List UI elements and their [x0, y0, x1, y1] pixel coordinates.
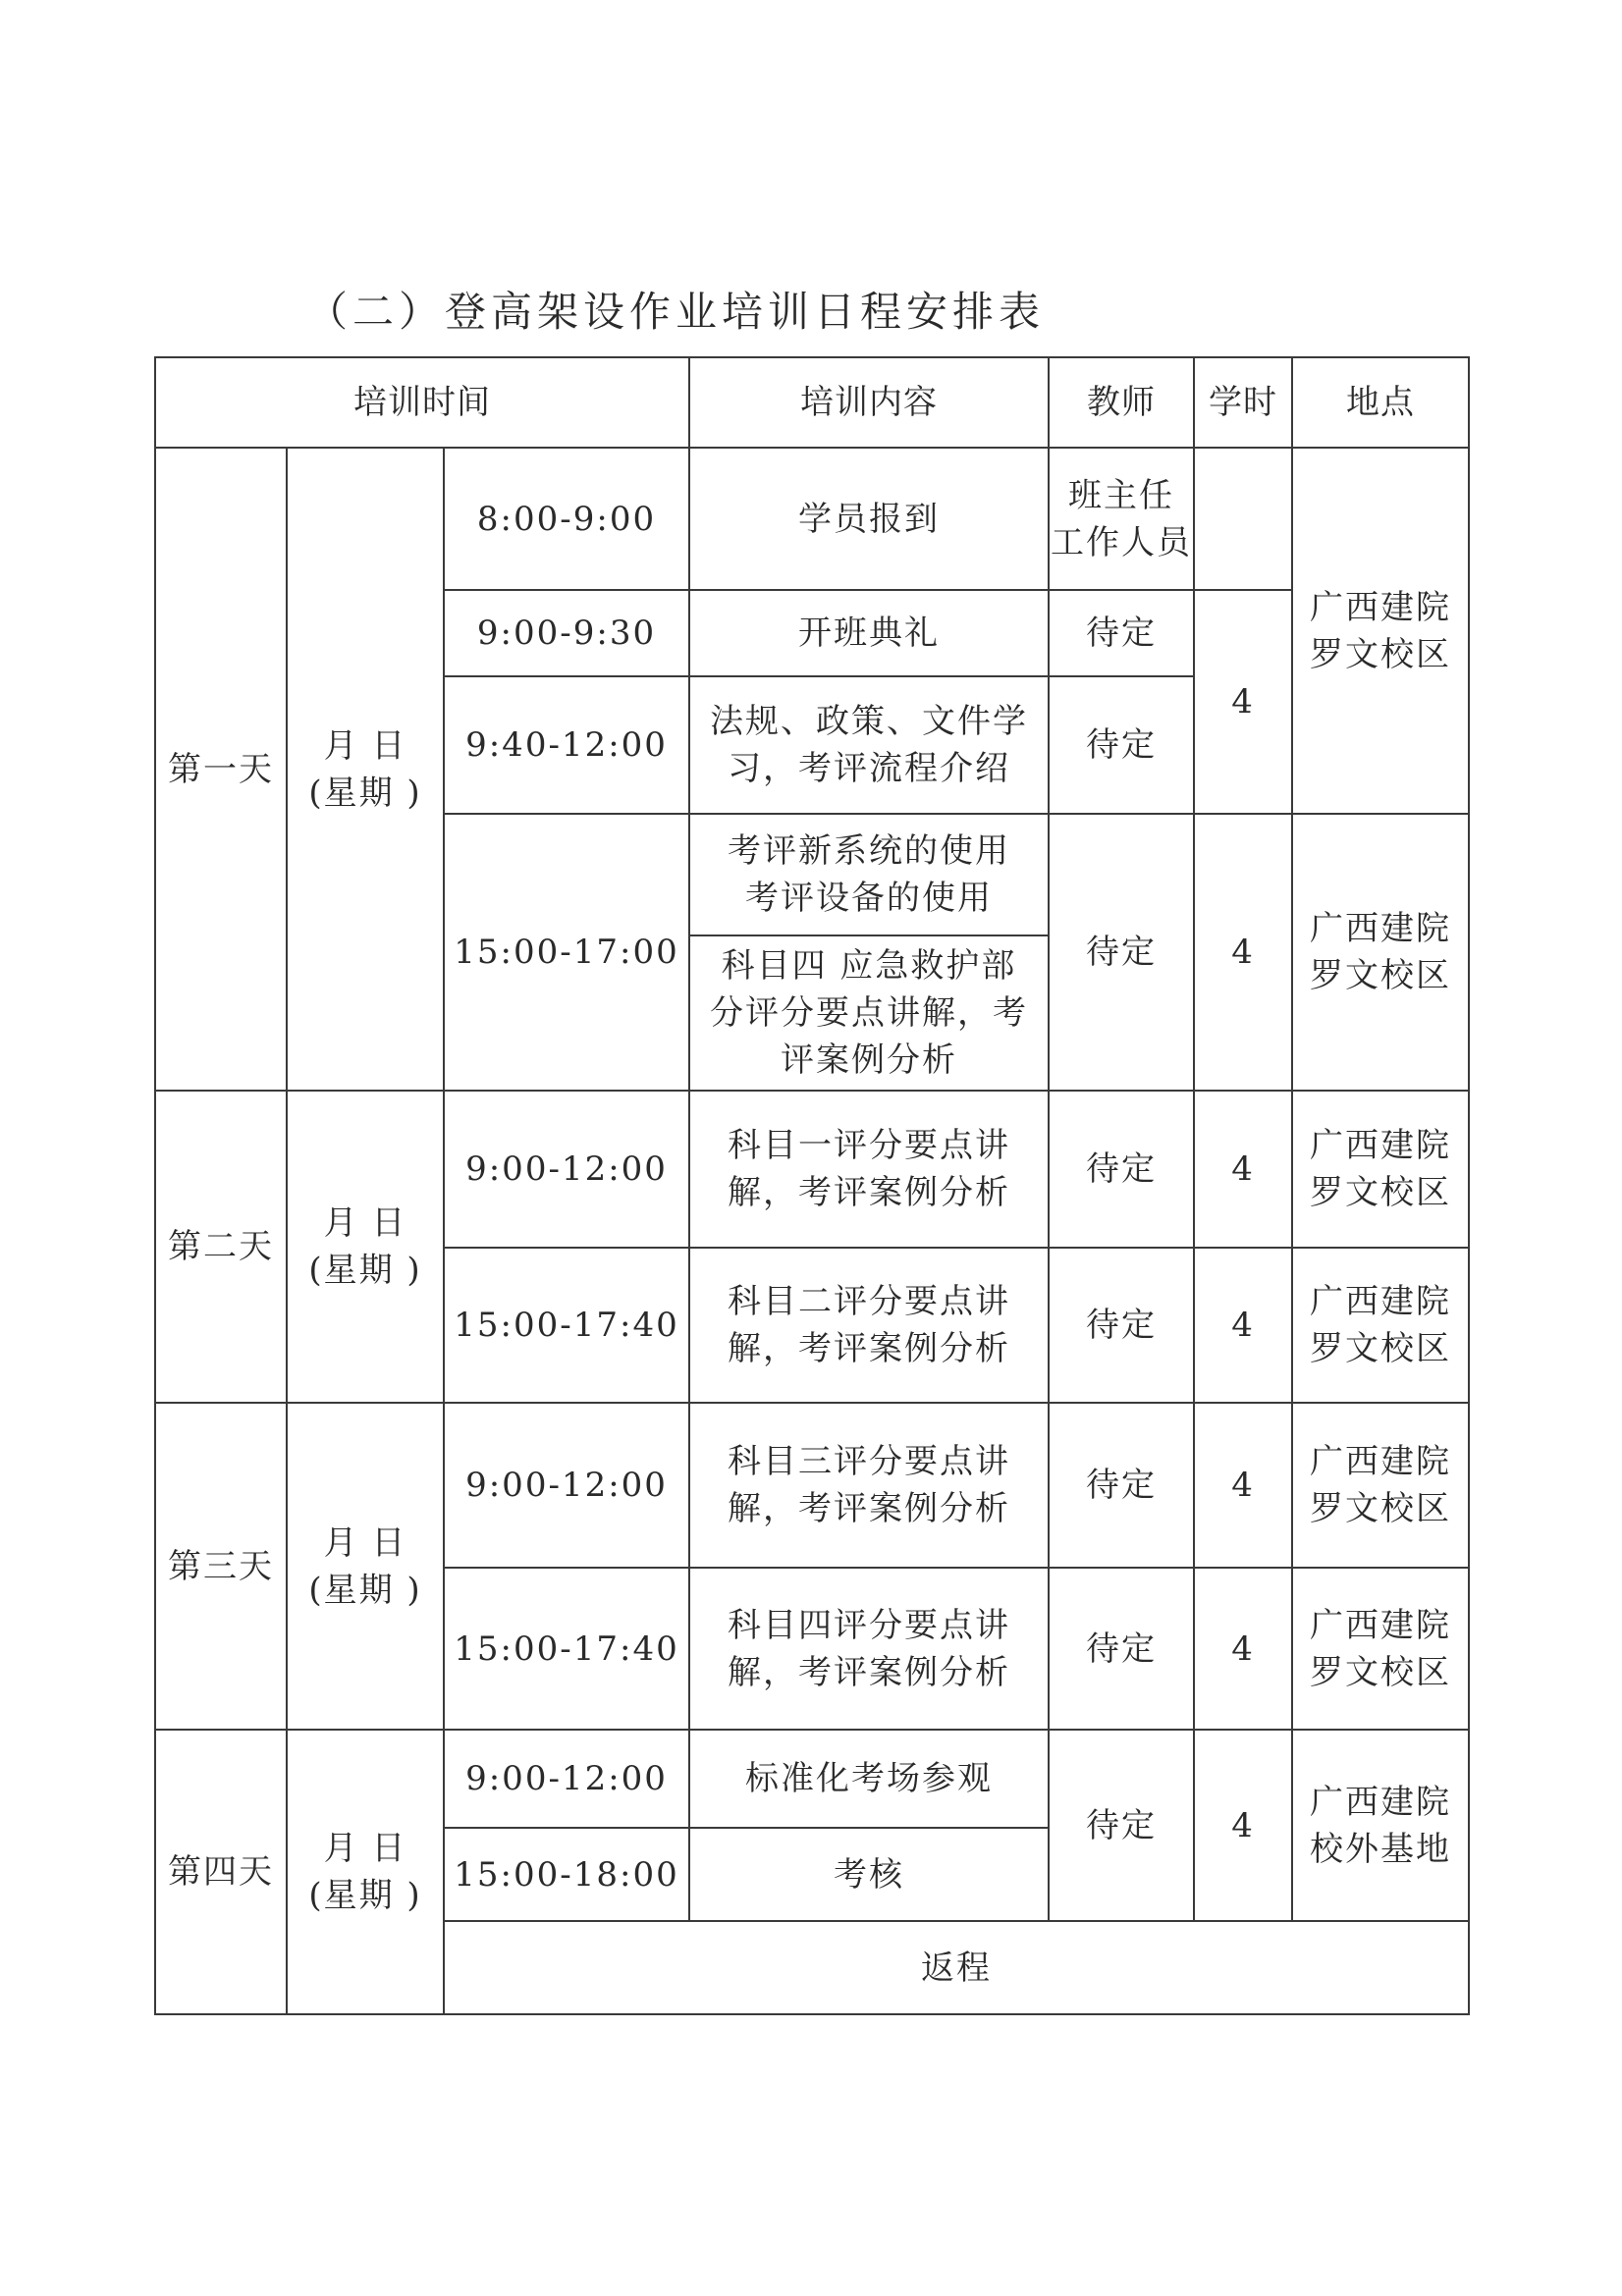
table-row: [155, 1091, 1469, 1248]
day-label: 第二天: [155, 1091, 287, 1403]
weekday-line: (星期 ): [308, 1570, 422, 1610]
time-cell: 9:00-12:00: [444, 1091, 689, 1248]
content-line: 科目四评分要点讲: [728, 1605, 1011, 1645]
weekday-line: (星期 ): [308, 773, 422, 813]
place-line: 广西建院: [1310, 1126, 1452, 1165]
return-trip-cell: 返程: [444, 1921, 1469, 2014]
content-cell: 标准化考场参观: [689, 1730, 1049, 1828]
date-line: 月 日: [323, 1829, 407, 1868]
place-line: 广西建院: [1310, 1282, 1452, 1321]
place-line: 罗文校区: [1310, 1329, 1452, 1368]
place-cell: [1292, 1568, 1469, 1730]
day-label: 第四天: [155, 1730, 287, 2014]
place-line: 广西建院: [1310, 1782, 1452, 1822]
date-cell: [287, 448, 444, 1091]
header-teacher: 教师: [1049, 357, 1194, 448]
header-content: 培训内容: [689, 357, 1049, 448]
hours-cell: 4: [1194, 590, 1292, 814]
place-cell: [1292, 1403, 1469, 1568]
teacher-cell: 待定: [1049, 676, 1194, 814]
content-cell: [689, 1091, 1049, 1248]
place-line: 广西建院: [1310, 587, 1452, 627]
place-line: 罗文校区: [1310, 1489, 1452, 1528]
teacher-cell: 待定: [1049, 1248, 1194, 1403]
teacher-line: 工作人员: [1051, 522, 1193, 562]
time-cell: 15:00-17:40: [444, 1568, 689, 1730]
time-cell: 9:00-12:00: [444, 1730, 689, 1828]
date-cell: [287, 1403, 444, 1730]
teacher-cell: [1049, 448, 1194, 590]
place-line: 广西建院: [1310, 1605, 1452, 1645]
training-schedule-table: [154, 356, 1470, 2015]
teacher-cell: 待定: [1049, 590, 1194, 676]
time-cell: 15:00-17:00: [444, 814, 689, 1091]
content-line: 解，考评案例分析: [728, 1489, 1011, 1528]
hours-cell-empty: [1194, 448, 1292, 590]
place-cell: [1292, 1091, 1469, 1248]
content-line: 法规、政策、文件学: [710, 702, 1029, 741]
hours-cell: 4: [1194, 1248, 1292, 1403]
content-cell: 学员报到: [689, 448, 1049, 590]
hours-cell: 4: [1194, 1403, 1292, 1568]
place-line: 校外基地: [1310, 1829, 1452, 1869]
teacher-cell: 待定: [1049, 1730, 1194, 1921]
hours-cell: 4: [1194, 1568, 1292, 1730]
content-cell: 开班典礼: [689, 590, 1049, 676]
teacher-cell: 待定: [1049, 1403, 1194, 1568]
date-cell: [287, 1730, 444, 2014]
content-cell: 考核: [689, 1828, 1049, 1921]
content-line: 考评设备的使用: [745, 879, 994, 918]
content-cell: [689, 676, 1049, 814]
weekday-line: (星期 ): [308, 1876, 422, 1915]
place-line: 罗文校区: [1310, 956, 1452, 995]
time-cell: 9:00-9:30: [444, 590, 689, 676]
hours-cell: 4: [1194, 814, 1292, 1091]
place-cell: [1292, 1248, 1469, 1403]
table-row: [155, 448, 1469, 590]
content-cell-split: [689, 814, 1049, 1091]
date-cell: [287, 1091, 444, 1403]
content-part-a: [690, 815, 1048, 934]
content-line: 习，考评流程介绍: [728, 749, 1011, 788]
content-line: 解，考评案例分析: [728, 1329, 1011, 1368]
content-line: 解，考评案例分析: [728, 1652, 1011, 1692]
place-line: 罗文校区: [1310, 1173, 1452, 1212]
table-header-row: [155, 357, 1469, 448]
day-label: 第三天: [155, 1403, 287, 1730]
place-cell: [1292, 448, 1469, 814]
content-cell: [689, 1568, 1049, 1730]
place-line: 罗文校区: [1310, 634, 1452, 674]
teacher-cell: 待定: [1049, 814, 1194, 1091]
date-line: 月 日: [323, 1203, 407, 1243]
table-row: [155, 1403, 1469, 1568]
place-cell: [1292, 814, 1469, 1091]
content-cell: [689, 1248, 1049, 1403]
day-label: 第一天: [155, 448, 287, 1091]
content-line: 科目三评分要点讲: [728, 1442, 1011, 1481]
content-cell: [689, 1403, 1049, 1568]
teacher-cell: 待定: [1049, 1568, 1194, 1730]
time-cell: 8:00-9:00: [444, 448, 689, 590]
content-line: 分评分要点讲解，考: [710, 993, 1029, 1033]
hours-cell: 4: [1194, 1730, 1292, 1921]
time-cell: 15:00-17:40: [444, 1248, 689, 1403]
time-cell: 15:00-18:00: [444, 1828, 689, 1921]
content-part-b: [690, 936, 1048, 1090]
teacher-line: 班主任: [1068, 475, 1175, 515]
page-title: （二）登高架设作业培训日程安排表: [306, 288, 1046, 336]
teacher-cell: 待定: [1049, 1091, 1194, 1248]
header-place: 地点: [1292, 357, 1469, 448]
content-line: 评案例分析: [781, 1041, 958, 1080]
place-cell: [1292, 1730, 1469, 1921]
content-line: 科目一评分要点讲: [728, 1126, 1011, 1165]
table-row: [155, 1730, 1469, 1828]
header-hours: 学时: [1194, 357, 1292, 448]
content-line: 解，考评案例分析: [728, 1173, 1011, 1212]
place-line: 罗文校区: [1310, 1652, 1452, 1692]
place-line: 广西建院: [1310, 909, 1452, 948]
date-line: 月 日: [323, 1522, 407, 1563]
place-line: 广西建院: [1310, 1442, 1452, 1481]
weekday-line: (星期 ): [308, 1251, 422, 1290]
header-time: 培训时间: [155, 357, 689, 448]
content-line: 考评新系统的使用: [728, 831, 1011, 871]
date-line: 月 日: [323, 725, 407, 766]
content-line: 科目四 应急救护部: [721, 946, 1017, 986]
hours-cell: 4: [1194, 1091, 1292, 1248]
time-cell: 9:40-12:00: [444, 676, 689, 814]
content-line: 科目二评分要点讲: [728, 1282, 1011, 1321]
time-cell: 9:00-12:00: [444, 1403, 689, 1568]
